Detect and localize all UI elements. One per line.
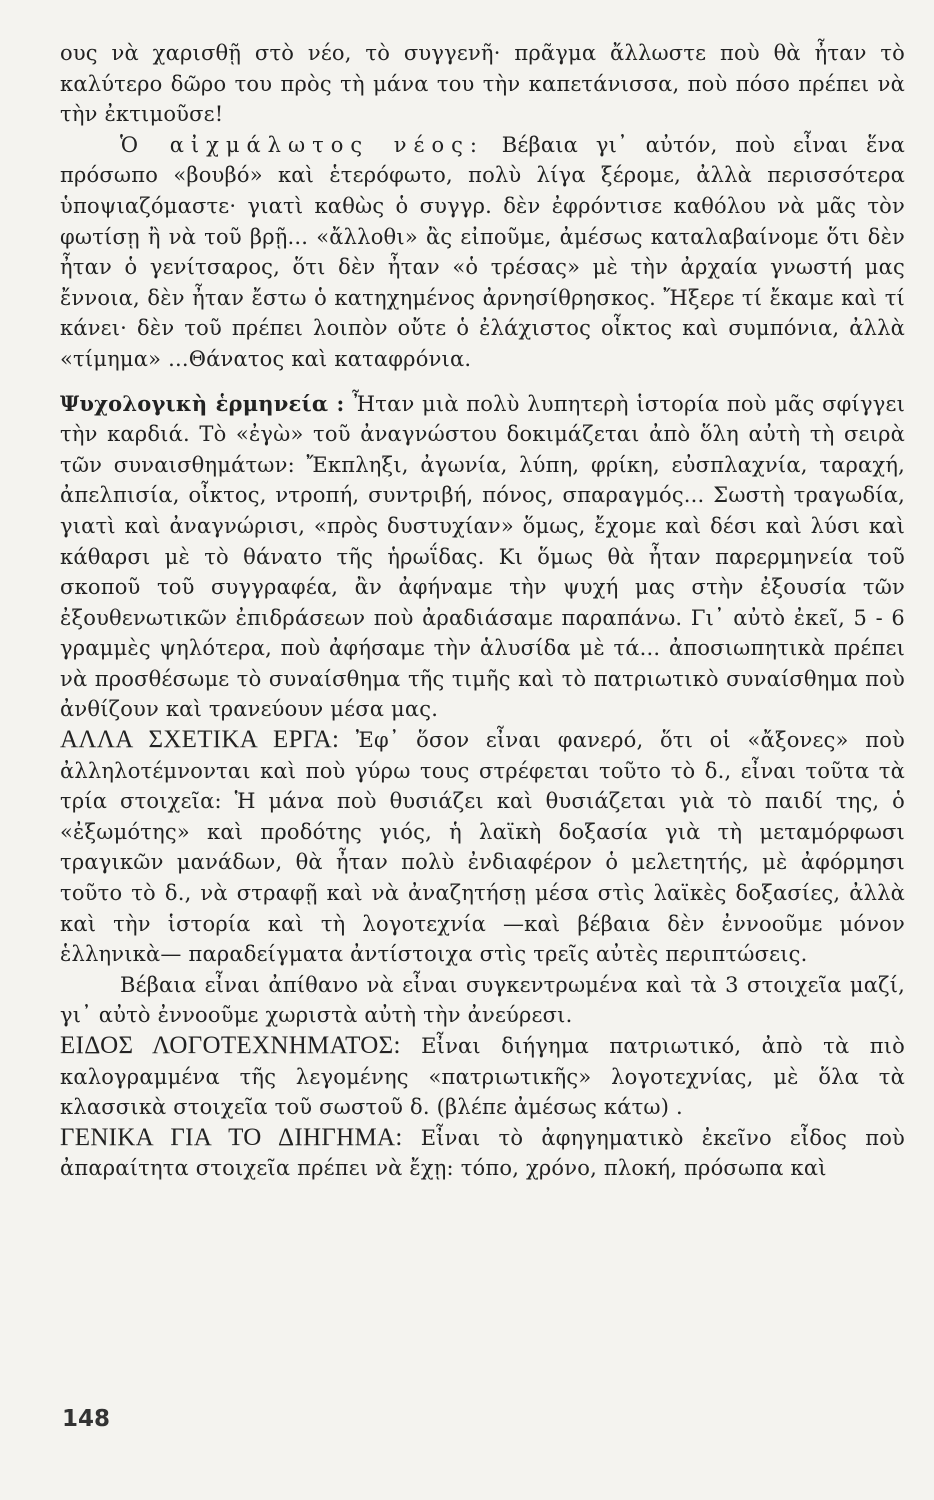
paragraph-short-story: [60, 1123, 905, 1184]
paragraph-psychological-text: Ἦταν μιὰ πολὺ λυπητερὴ ἱστορία ποὺ μᾶς σφίγγει τὴν καρδιά. Τὸ «ἐγὼ» τοῦ ἀναγνώστου δοκιμάζεται ἀπὸ ὅλη αὐτὴ τὴ σειρὰ τῶν συναισθημάτων: Ἔκπληξι, ἀγωνία, λύπη, φρίκη, εὐσπλαχνία, ταραχή, ἀπελπισία, οἶκτος, ντροπή, συντριβή, πόνος, σπαραγμός... Σωστὴ τραγωδία, γιατὶ καὶ ἀναγνώρισι, «πρὸς δυστυχίαν» ὅμως, ἔχομε καὶ δέσι καὶ λύσι καὶ κάθαρσι μὲ τὸ θάνατο τῆς ἡρωΐδας. Κι ὅμως θὰ ἦταν παρερμηνεία τοῦ σκοποῦ τοῦ συγγραφέα, ἂν ἀφήναμε τὴν ψυχή μας στὴν ἐξουσία τῶν ἐξουθενωτικῶν ἐπιδράσεων ποὺ ἀραδιάσαμε παραπάνω. Γι᾽ αὐτὸ ἐκεῖ, 5 - 6 γραμμὲς ψηλότερα, ποὺ ἀφήσαμε τὴν ἁλυσίδα μὲ τά... ἀποσιωπητικὰ πρέπει νὰ προσθέσωμε τὸ συναίσθημα τῆς τιμῆς καὶ τὸ πατριωτικὸ συναίσθημα ποὺ ἀνθίζουν καὶ τρανεύουν μέσα μας.: [60, 391, 906, 722]
paragraph-genre: [60, 1031, 905, 1123]
paragraph-related-works: [60, 725, 905, 970]
section-heading-short-story: ΓΕΝΙΚΑ ΓΙΑ ΤΟ ΔΙΗΓΗΜΑ:: [60, 1123, 403, 1151]
paragraph-genre-text: Εἶναι διήγημα πατριωτικό, ἀπὸ τὰ πιὸ καλογραμμένα τῆς λεγομένης «πατριωτικῆς» λογοτεχνίας, μὲ ὅλα τὰ κλασσικὰ στοιχεῖα τοῦ σωστοῦ δ. (βλέπε ἀμέσως κάτω) .: [60, 1034, 905, 1120]
page-number: 148: [62, 1406, 111, 1432]
paragraph-continuation: ους νὰ χαρισθῇ στὸ νέο, τὸ συγγενῆ· πρᾶγμα ἄλλωστε ποὺ θὰ ἦταν τὸ καλύτερο δῶρο του πρὸς τὴ μάνα του τὴν καπετάνισσα, ποὺ πόσο πρέπει νὰ τὴν ἐκτιμοῦσε!: [60, 41, 905, 127]
paragraph-unlikely: Βέβαια εἶναι ἀπίθανο νὰ εἶναι συγκεντρωμένα καὶ τὰ 3 στοιχεῖα μαζί, γι᾽ αὐτὸ ἐννοοῦμε χωριστὰ αὐτὴ τὴν ἀνεύρεσι.: [60, 972, 905, 1028]
section-heading-related-works: ΑΛΛΑ ΣΧΕΤΙΚΑ ΕΡΓΑ:: [60, 726, 340, 754]
paragraph-related-works-text: Ἐφ᾽ ὅσον εἶναι φανερό, ὅτι οἱ «ἄξονες» ποὺ ἀλληλοτέμνονται καὶ ποὺ γύρω τους στρέφεται τοῦτο τὸ δ., εἶναι τοῦτα τὰ τρία στοιχεῖα: Ἡ μάνα ποὺ θυσιάζει καὶ θυσιάζεται γιὰ τὸ παιδί της, ὁ «ἐξωμότης» καὶ προδότης γιός, ἡ λαϊκὴ δοξασία γιὰ τὴ μεταμόρφωσι τραγικῶν μανάδων, θὰ ἦταν πολὺ ἐνδιαφέρον ὁ μελετητής, μὲ ἀφόρμησι τοῦτο τὸ δ., νὰ στραφῇ καὶ νὰ ἀναζητήσῃ μέσα στὶς λαϊκὲς δοξασίες, ἀλλὰ καὶ τὴν ἱστορία καὶ τὴ λογοτεχνία —καὶ βέβαια δὲν ἐννοοῦμε μόνον ἑλληνικὰ— παραδείγματα ἀντίστοιχα στὶς τρεῖς αὐτὲς περιπτώσεις.: [60, 728, 906, 967]
paragraph-short-story-text: Εἶναι τὸ ἀφηγηματικὸ ἐκεῖνο εἶδος ποὺ ἀπαραίτητα στοιχεῖα πρέπει νὰ ἔχῃ: τόπο, χρόνο, πλοκή, πρόσωπα καὶ: [60, 1125, 906, 1181]
section-heading-genre: ΕΙΔΟΣ ΛΟΓΟΤΕΧΝΗΜΑΤΟΣ:: [60, 1032, 401, 1059]
book-page-text: [60, 38, 905, 1184]
section-lead-captive-youth: Ὁ αἰχμάλωτος νέος:: [120, 132, 484, 157]
paragraph-captive-youth: [60, 130, 905, 375]
paragraph-captive-youth-text: Βέβαια γι᾽ αὐτόν, ποὺ εἶναι ἕνα πρόσωπο «βουβό» καὶ ἑτερόφωτο, πολὺ λίγα ξέρομε, ἀλλὰ περισσότερα ὑποψιαζόμαστε· γιατὶ καθὼς ὁ συγγρ. δὲν ἐφρόντισε καθόλου νὰ μᾶς τὸν φωτίσῃ ἢ νὰ τοῦ βρῇ... «ἄλλοθι» ἂς εἰποῦμε, ἀμέσως καταλαβαίνομε ὅτι δὲν ἦταν ὁ γενίτσαρος, ὅτι δὲν ἦταν «ὁ τρέσας» μὲ τὴν ἀρχαία γνωστή μας ἔννοια, δὲν ἦταν ἔστω ὁ κατηχημένος ἀρνησίθρησκος. Ἤξερε τί ἔκαμε καὶ τί κάνει· δὲν τοῦ πρέπει λοιπὸν οὔτε ὁ ἐλάχιστος οἶκτος καὶ συμπόνια, ἀλλὰ «τίμημα» ...Θάνατος καὶ καταφρόνια.: [60, 132, 905, 371]
paragraph-psychological: [60, 389, 905, 726]
section-lead-psychological: Ψυχολογικὴ ἑρμηνεία :: [60, 390, 345, 416]
